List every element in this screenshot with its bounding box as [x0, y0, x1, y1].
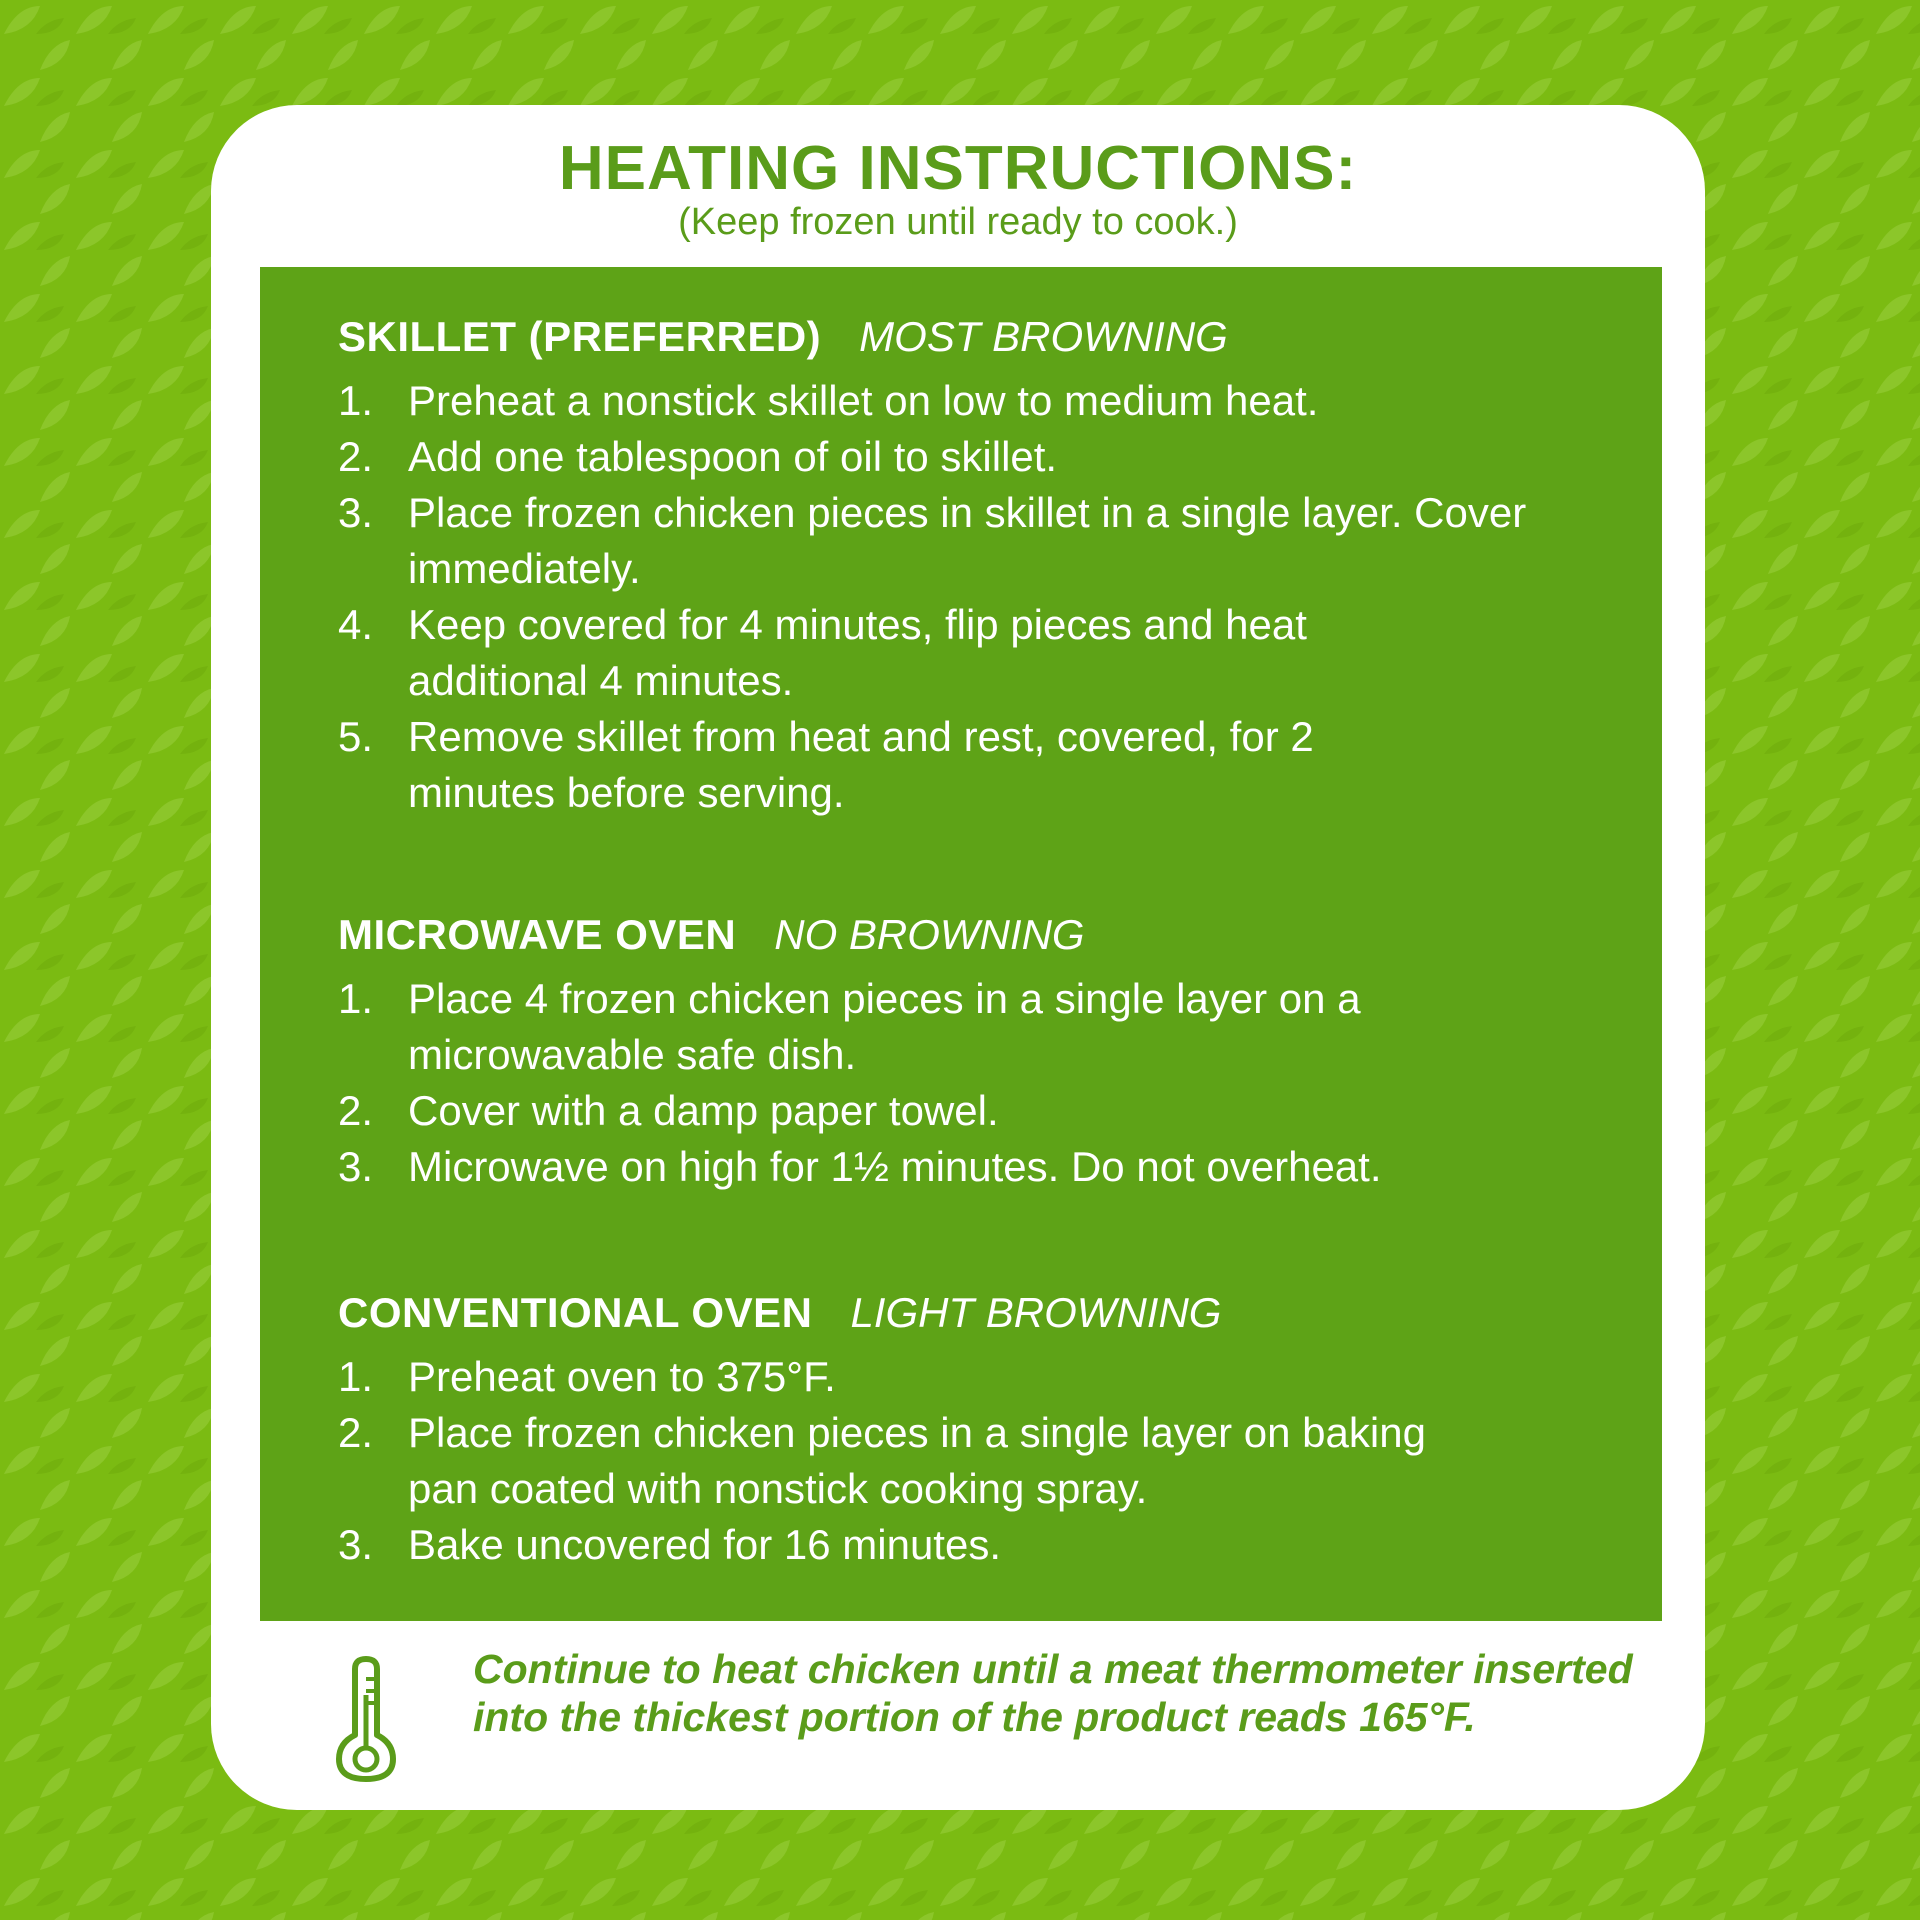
list-item [338, 1405, 1638, 1517]
temperature-note-text: Continue to heat chicken until a meat thermometer inserted into the thickest portion of the product reads 165°F. [473, 1646, 1633, 1740]
section-note: NO BROWNING [774, 911, 1085, 958]
list-item [338, 1083, 1638, 1139]
step-number: 1. [338, 1353, 374, 1400]
list-item [338, 1139, 1638, 1195]
section-name: MICROWAVE OVEN [338, 911, 737, 958]
section-heading [338, 1285, 1638, 1341]
step-number: 3. [338, 489, 374, 536]
list-item [338, 485, 1638, 597]
step-text: Bake uncovered for 16 minutes. [408, 1521, 1002, 1568]
list-item [338, 1349, 1638, 1405]
section-heading [338, 907, 1638, 963]
step-list [338, 373, 1638, 821]
step-number: 3. [338, 1143, 374, 1190]
step-list [338, 1349, 1638, 1573]
step-text: Add one tablespoon of oil to skillet. [408, 433, 1058, 480]
step-number: 5. [338, 713, 374, 760]
step-text: Place 4 frozen chicken pieces in a single layer on a microwavable safe dish. [408, 975, 1361, 1078]
list-item [338, 971, 1638, 1083]
section-name: SKILLET (PREFERRED) [338, 313, 822, 360]
section-name: CONVENTIONAL OVEN [338, 1289, 813, 1336]
step-number: 1. [338, 377, 374, 424]
thermometer-icon [331, 1655, 401, 1783]
section-note: MOST BROWNING [859, 313, 1228, 360]
step-text: Preheat oven to 375°F. [408, 1353, 836, 1400]
step-text: Microwave on high for 1½ minutes. Do not overheat. [408, 1143, 1382, 1190]
step-number: 4. [338, 601, 374, 648]
section-note: LIGHT BROWNING [850, 1289, 1222, 1336]
section-heading [338, 309, 1638, 365]
section-conventional-oven [338, 1285, 1638, 1573]
step-text: Preheat a nonstick skillet on low to medium heat. [408, 377, 1319, 424]
list-item [338, 429, 1638, 485]
step-text: Place frozen chicken pieces in skillet in a single layer. Cover immediately. [408, 489, 1527, 592]
instructions-card [211, 105, 1705, 1810]
step-number: 2. [338, 433, 374, 480]
temperature-note [331, 1645, 1651, 1795]
section-skillet [338, 309, 1638, 821]
step-number: 2. [338, 1409, 374, 1456]
step-text: Place frozen chicken pieces in a single layer on baking pan coated with nonstick cooking spray. [408, 1409, 1426, 1512]
list-item [338, 597, 1638, 709]
page-title: HEATING INSTRUCTIONS: [558, 134, 1358, 203]
step-text: Keep covered for 4 minutes, flip pieces and heat additional 4 minutes. [408, 601, 1307, 704]
list-item [338, 373, 1638, 429]
list-item [338, 1517, 1638, 1573]
section-microwave [338, 907, 1638, 1195]
step-number: 2. [338, 1087, 374, 1134]
step-number: 3. [338, 1521, 374, 1568]
step-list [338, 971, 1638, 1195]
list-item [338, 709, 1638, 821]
step-text: Cover with a damp paper towel. [408, 1087, 999, 1134]
step-text: Remove skillet from heat and rest, covered, for 2 minutes before serving. [408, 713, 1314, 816]
instructions-panel [260, 267, 1662, 1621]
step-number: 1. [338, 975, 374, 1022]
page-subtitle: (Keep frozen until ready to cook.) [678, 201, 1238, 243]
